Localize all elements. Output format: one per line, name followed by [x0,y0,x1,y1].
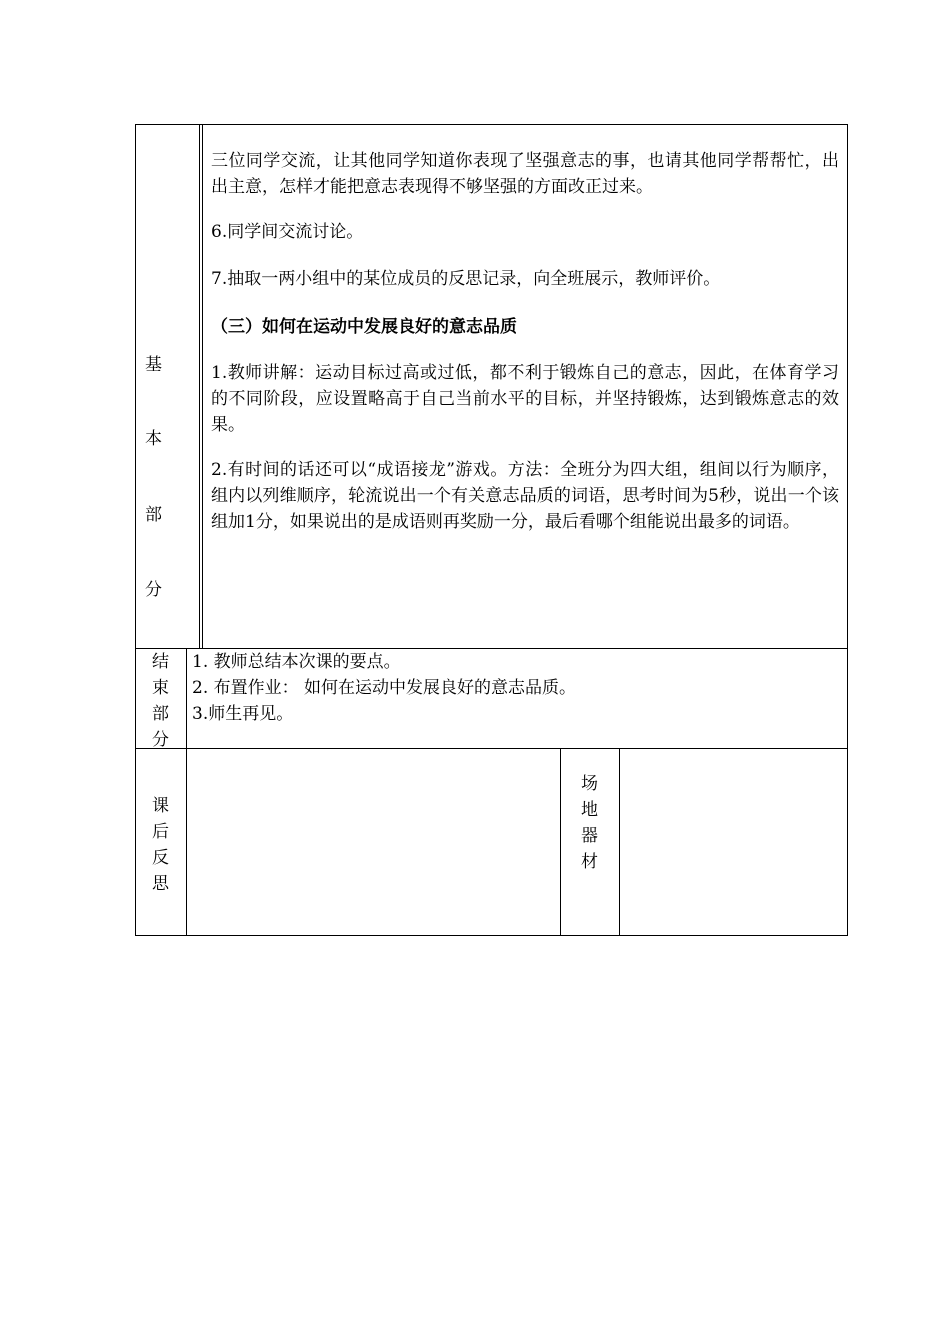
main-label-char-4: 分 [145,580,162,600]
end-item-2: 2. 布置作业： 如何在运动中发展良好的意志品质。 [192,678,577,698]
reflection-label-char-3: 反 [152,848,169,868]
main-label-char-2: 本 [145,429,162,449]
end-label-char-3: 部 [152,704,169,724]
main-label-divider [199,124,200,648]
main-label-char-3: 部 [145,505,162,525]
venue-content-cell[interactable] [620,749,847,935]
main-label-divider-inner [202,124,203,648]
reflection-label-char-2: 后 [152,822,169,842]
table-bottom-border [135,935,848,936]
reflection-label [135,793,186,897]
main-subheading: （三）如何在运动中发展良好的意志品质 [211,317,517,337]
end-section-label [135,649,186,753]
end-item-3: 3.师生再见。 [192,704,294,724]
venue-label-char-1: 场 [581,774,598,794]
venue-label-char-2: 地 [581,800,598,820]
reflection-label-char-4: 思 [152,874,169,894]
main-paragraph-2: 6.同学间交流讨论。 [211,222,364,242]
main-paragraph-4: 1.教师讲解：运动目标过高或过低，都不利于锻炼自己的意志，因此，在体育学习的不同阶段，应设置略高于自己当前水平的目标，并坚持锻炼，达到锻炼意志的效果。 [211,363,839,435]
end-label-char-2: 束 [152,678,169,698]
end-label-divider [186,648,187,748]
main-paragraph-5: 2.有时间的话还可以“成语接龙”游戏。方法：全班分为四大组，组间以行为顺序，组内以列维顺序，轮流说出一个有关意志品质的词语，思考时间为5秒，说出一个该组加1分，如果说出的是成语则再奖励一分，最后看哪个组能说出最多的词语。 [211,460,839,532]
venue-label-char-3: 器 [581,826,598,846]
venue-label [560,771,619,875]
reflection-content-cell[interactable] [187,749,560,935]
main-section-label [135,124,199,648]
table-right-border [847,124,848,936]
end-label-char-4: 分 [152,730,169,750]
venue-label-char-4: 材 [581,852,598,872]
main-label-char-1: 基 [145,355,162,375]
end-label-char-1: 结 [152,652,169,672]
end-item-1: 1. 教师总结本次课的要点。 [192,652,401,672]
main-paragraph-3: 7.抽取一两小组中的某位成员的反思记录，向全班展示，教师评价。 [211,269,721,289]
table-top-border [135,124,848,125]
main-paragraph-1: 三位同学交流，让其他同学知道你表现了坚强意志的事，也请其他同学帮帮忙，出出主意，怎样才能把意志表现得不够坚强的方面改正过来。 [211,151,839,197]
reflection-label-char-1: 课 [152,796,169,816]
